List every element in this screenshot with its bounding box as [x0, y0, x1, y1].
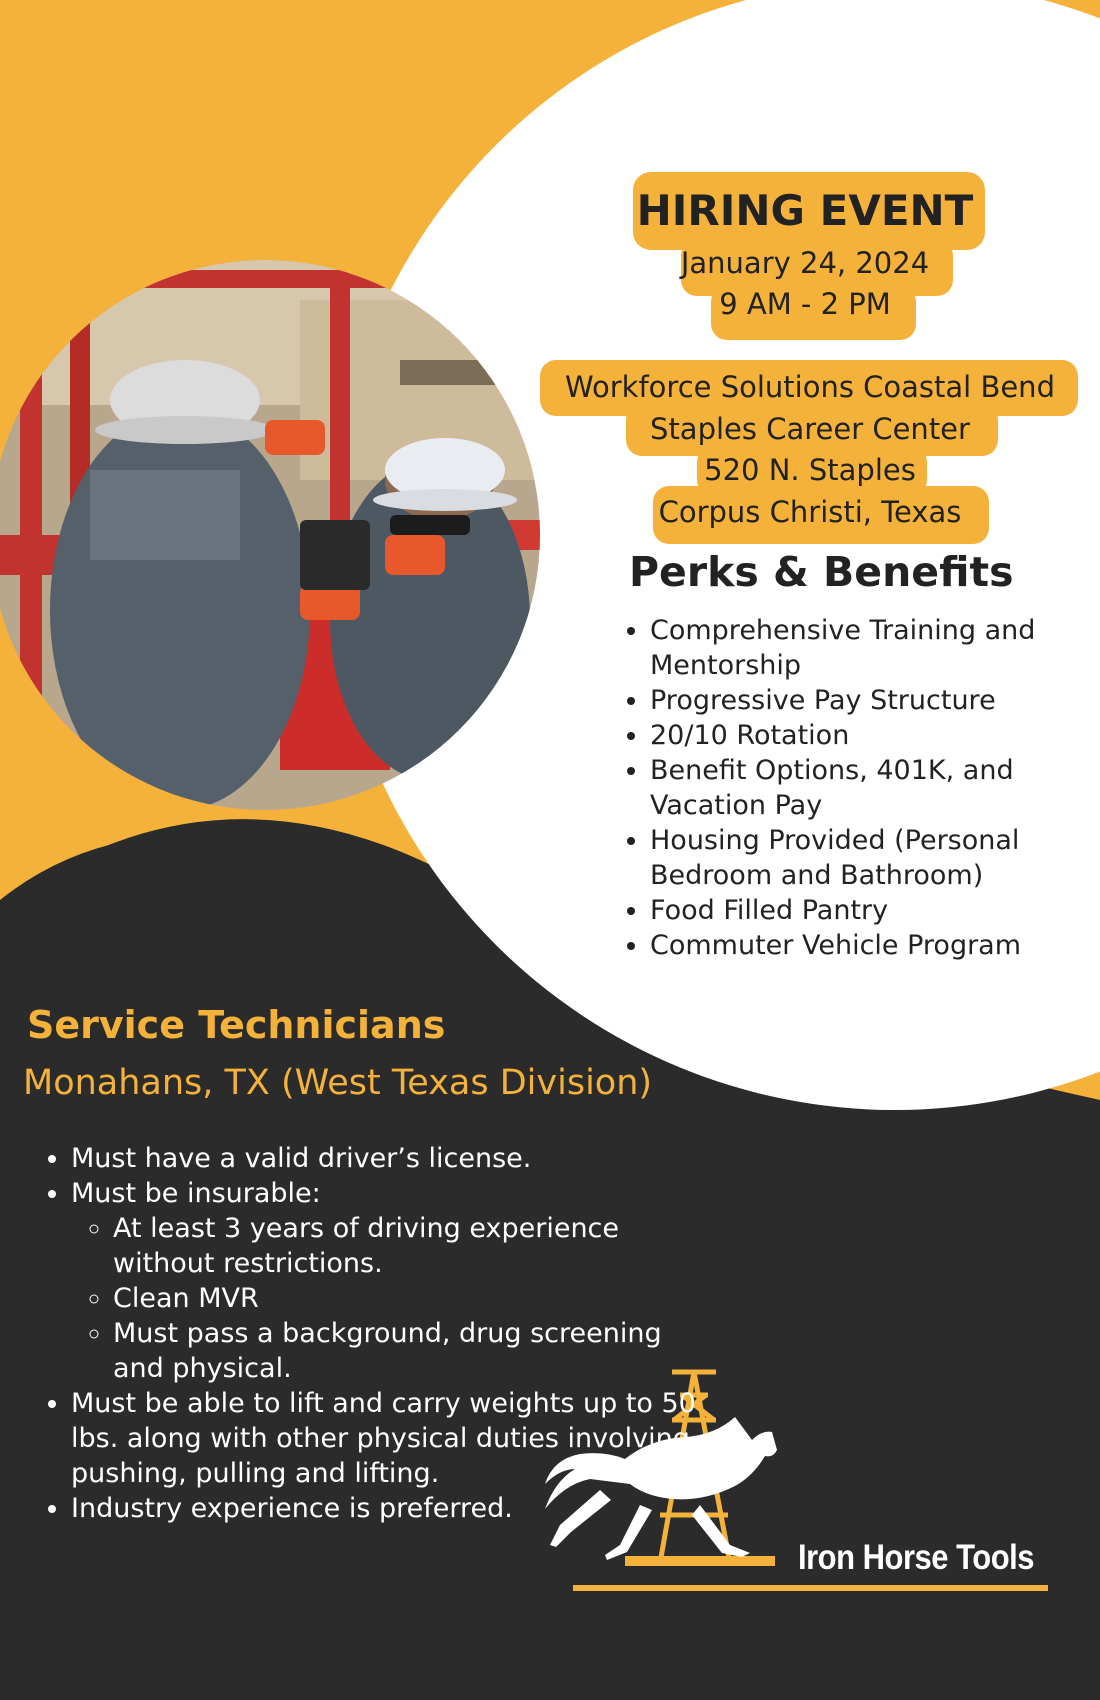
location-line: 520 N. Staples: [704, 453, 916, 487]
location-line: Corpus Christi, Texas: [658, 495, 962, 529]
event-date: January 24, 2024: [680, 246, 930, 280]
insurable-sublist: [71, 1211, 711, 1386]
job-title: Service Technicians: [27, 1003, 446, 1047]
perk-item: • Progressive Pay Structure: [650, 683, 1100, 718]
perk-item: • Comprehensive Training and Mentorship: [650, 613, 1100, 683]
perks-list: [615, 613, 1100, 963]
logo-underline: [573, 1585, 1048, 1591]
requirement-subitem: ◦ Clean MVR: [113, 1281, 711, 1316]
location-line: Staples Career Center: [650, 412, 970, 446]
requirements-list: [35, 1141, 711, 1526]
requirement-text: Must be insurable:: [71, 1178, 321, 1209]
requirement-item: • Must have a valid driver’s license.: [71, 1141, 711, 1176]
requirement-item: [71, 1176, 711, 1386]
perk-item: • Benefit Options, 401K, and Vacation Pay: [650, 753, 1100, 823]
requirement-item: • Must be able to lift and carry weights up to 50 lbs. along with other physical duties involving pushing, pulling and lifting.: [71, 1386, 711, 1491]
perk-item: • Housing Provided (Personal Bedroom and Bathroom): [650, 823, 1100, 893]
perk-item: • Commuter Vehicle Program: [650, 928, 1100, 963]
perks-title: Perks & Benefits: [629, 548, 1014, 596]
event-time: 9 AM - 2 PM: [719, 287, 891, 321]
location-line: Workforce Solutions Coastal Bend: [565, 370, 1055, 404]
perk-item: • 20/10 Rotation: [650, 718, 1100, 753]
company-name: Iron Horse Tools: [798, 1537, 1035, 1578]
requirement-subitem: ◦ Must pass a background, drug screening and physical.: [113, 1316, 711, 1386]
job-location: Monahans, TX (West Texas Division): [23, 1063, 653, 1103]
requirement-subitem: ◦ At least 3 years of driving experience without restrictions.: [113, 1211, 711, 1281]
perk-item: • Food Filled Pantry: [650, 893, 1100, 928]
hiring-event-title: HIRING EVENT: [636, 186, 974, 235]
requirement-item: • Industry experience is preferred.: [71, 1491, 711, 1526]
